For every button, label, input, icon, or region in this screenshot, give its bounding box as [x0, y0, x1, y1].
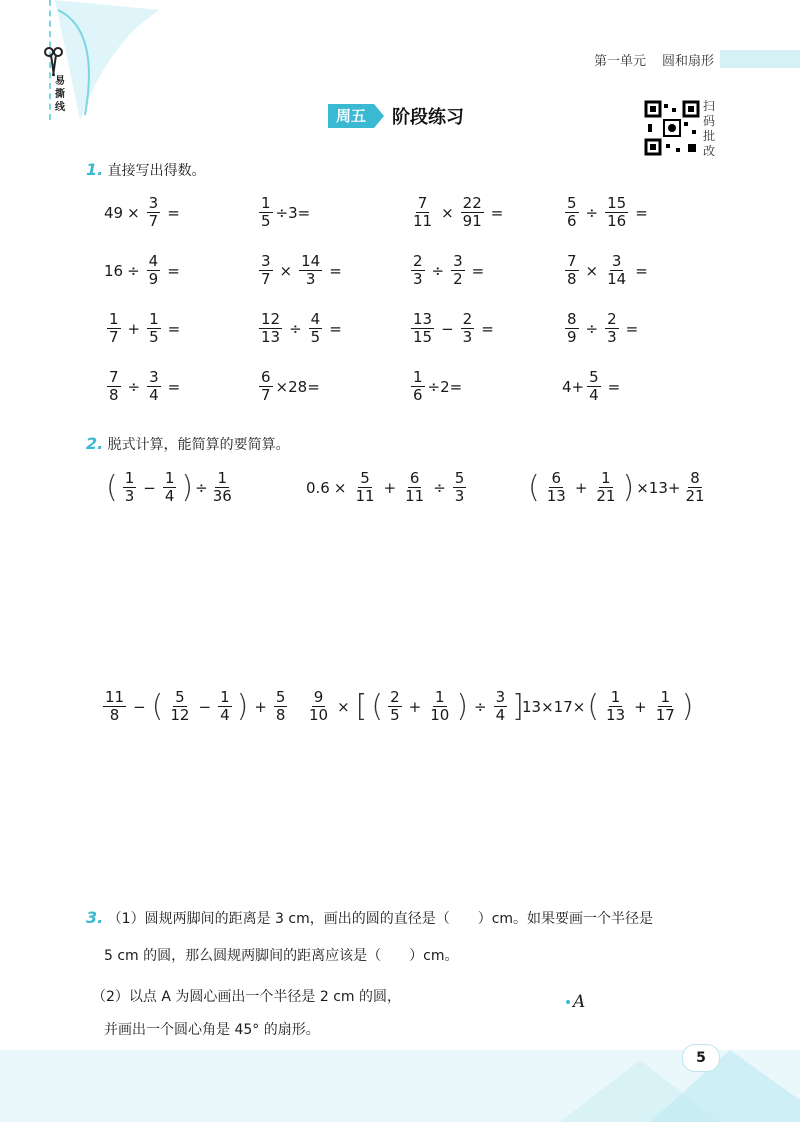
math-token: +: [383, 478, 397, 497]
math-token: 8: [690, 469, 700, 487]
q1-item: [256, 195, 310, 230]
math-token: ): [456, 688, 469, 724]
q1-heading: [86, 160, 206, 180]
math-token: (: [528, 469, 540, 505]
math-token: ]: [512, 688, 524, 724]
math-token: 1: [610, 688, 621, 706]
q1-item: [256, 253, 346, 288]
q1-item: [562, 311, 642, 346]
math-token: 15: [607, 194, 627, 212]
math-token: 3: [607, 328, 617, 346]
page-title: 阶段练习: [392, 107, 464, 128]
math-token: 8: [567, 310, 577, 328]
math-token: 5: [454, 469, 465, 487]
math-token: [299, 253, 322, 288]
math-token: 11: [355, 487, 375, 505]
math-token: 6: [261, 368, 271, 386]
math-token: [218, 689, 232, 724]
math-token: 6: [409, 469, 420, 487]
math-token: 8: [275, 706, 286, 724]
math-token: 13: [261, 328, 281, 346]
math-token: ÷: [127, 261, 140, 280]
math-token: [147, 253, 161, 288]
math-token: 7: [148, 212, 159, 230]
math-token: ): [622, 469, 635, 505]
math-token: [309, 311, 323, 346]
q2-prompt: 脱式计算，能简算的要简算。: [107, 437, 290, 453]
scan-label: 扫码批改: [703, 99, 716, 158]
math-token: 2: [453, 270, 463, 288]
math-token: −: [133, 697, 146, 716]
math-token: ÷: [195, 478, 208, 497]
math-token: 1: [435, 688, 445, 706]
math-token: =: [167, 319, 181, 338]
math-token: 1: [217, 469, 227, 487]
math-token: −: [198, 697, 212, 716]
math-token: [103, 689, 126, 724]
math-token: 8: [109, 706, 120, 724]
math-token: 1: [413, 368, 423, 386]
math-token: 3: [261, 252, 271, 270]
math-token: 13: [413, 310, 433, 328]
math-token: 12: [261, 310, 281, 328]
math-token: [545, 470, 568, 505]
math-token: [605, 195, 628, 230]
math-token: 36: [212, 487, 232, 505]
math-token: 13: [546, 487, 566, 505]
math-token: ÷: [585, 203, 599, 222]
q2-item: [304, 689, 526, 724]
math-token: 5: [275, 688, 286, 706]
math-token: 3: [149, 368, 159, 386]
math-token: 91: [462, 212, 482, 230]
q1-number: 1.: [86, 160, 104, 179]
math-token: [: [355, 688, 368, 724]
math-token: [565, 195, 579, 230]
math-token: =: [471, 261, 485, 280]
math-token: 12: [170, 706, 190, 724]
math-token: 5: [175, 688, 185, 706]
qr-code-icon[interactable]: [644, 100, 700, 156]
q3-number: 3.: [86, 908, 104, 927]
math-token: [683, 470, 706, 505]
math-token: 3: [413, 270, 423, 288]
math-token: 7: [109, 368, 119, 386]
math-token: [594, 470, 617, 505]
math-token: [565, 311, 579, 346]
math-token: 1: [220, 688, 230, 706]
math-token: ÷: [127, 377, 141, 396]
math-token: 7: [567, 252, 577, 270]
math-token: (: [371, 688, 384, 724]
math-token: 7: [261, 270, 271, 288]
math-token: 4: [164, 487, 175, 505]
math-token: 14: [607, 270, 627, 288]
q2-item: [104, 470, 237, 505]
footer-decoration: [560, 1040, 800, 1122]
math-token: 6: [551, 469, 562, 487]
math-token: 4+: [562, 377, 585, 396]
math-token: [274, 689, 288, 724]
math-token: [605, 311, 619, 346]
q1-item: [562, 369, 624, 404]
q2-item: [526, 470, 710, 505]
math-token: 21: [596, 487, 616, 505]
q3-line-2: 5 cm 的圆，那么圆规两脚间的距离应该是（ ）cm。: [104, 948, 459, 964]
math-token: 9: [148, 270, 159, 288]
math-token: [453, 470, 467, 505]
math-token: ×: [279, 261, 293, 280]
unit-label: 第一单元: [594, 54, 647, 69]
math-token: 3: [148, 194, 159, 212]
math-token: 10: [430, 706, 450, 724]
q3-line-1: [86, 908, 653, 928]
math-token: [461, 195, 484, 230]
math-token: =: [635, 203, 648, 222]
math-token: 1: [164, 469, 175, 487]
math-token: ): [236, 688, 249, 724]
math-token: [411, 253, 425, 288]
math-token: 15: [413, 328, 433, 346]
math-token: =: [329, 319, 342, 338]
math-token: 22: [462, 194, 482, 212]
math-token: 1: [261, 194, 271, 212]
math-token: 4: [495, 706, 506, 724]
math-token: 9: [313, 688, 324, 706]
math-token: 3: [462, 328, 473, 346]
math-token: 1: [601, 469, 611, 487]
math-token: 2: [413, 252, 423, 270]
math-token: [147, 195, 161, 230]
math-token: 8: [567, 270, 577, 288]
q2-number: 2.: [86, 434, 104, 453]
math-token: 4: [148, 252, 159, 270]
math-token: [388, 689, 402, 724]
math-token: 10: [309, 706, 329, 724]
math-token: 5: [589, 368, 599, 386]
math-token: 9: [567, 328, 577, 346]
q1-item: [104, 253, 184, 288]
q1-item: [104, 311, 184, 346]
math-token: +: [127, 319, 141, 338]
math-token: ×28=: [275, 377, 320, 396]
math-token: [211, 470, 234, 505]
math-token: =: [490, 203, 504, 222]
q1-item: [104, 195, 184, 230]
math-token: [451, 253, 465, 288]
math-token: 7: [261, 386, 271, 404]
math-token: 4: [310, 310, 321, 328]
math-token: 5: [360, 469, 370, 487]
math-token: 3: [453, 252, 463, 270]
math-token: 14: [301, 252, 321, 270]
math-token: 5: [261, 212, 271, 230]
math-token: 11: [413, 212, 433, 230]
q2-item: [306, 470, 469, 505]
point-a-label: A: [573, 992, 586, 1012]
math-token: [494, 689, 508, 724]
math-token: ÷: [289, 319, 302, 338]
math-token: 1: [109, 310, 119, 328]
math-token: 5: [567, 194, 577, 212]
q1-item: [408, 253, 488, 288]
q1-item: [104, 369, 184, 404]
math-token: [107, 369, 121, 404]
math-token: 5: [310, 328, 321, 346]
math-token: ×: [585, 261, 599, 280]
math-token: =: [167, 261, 180, 280]
math-token: +: [408, 697, 422, 716]
q1-item: [408, 369, 462, 404]
q2-heading: [86, 434, 290, 454]
q1-item: [562, 253, 652, 288]
page-number: 5: [682, 1044, 720, 1072]
math-token: [168, 689, 191, 724]
math-token: =: [167, 377, 181, 396]
q1-item: [562, 195, 652, 230]
math-token: [259, 311, 282, 346]
math-token: [411, 195, 434, 230]
math-token: 16: [104, 261, 124, 280]
math-token: ): [181, 469, 194, 505]
math-token: 3: [611, 252, 622, 270]
math-token: ÷: [585, 319, 599, 338]
math-token: 17: [655, 706, 675, 724]
day-badge: 周五: [328, 104, 374, 128]
math-token: 1: [149, 310, 159, 328]
math-token: [461, 311, 475, 346]
math-token: 49: [104, 203, 124, 222]
q1-item: [256, 311, 346, 346]
math-token: 5: [149, 328, 159, 346]
math-token: 4: [149, 386, 159, 404]
math-token: [259, 253, 273, 288]
q2-item: [522, 689, 696, 724]
math-token: 3: [495, 688, 506, 706]
math-token: [353, 470, 376, 505]
math-token: 11: [405, 487, 425, 505]
q3-line-4: 并画出一个圆心角是 45° 的扇形。: [104, 1022, 320, 1038]
math-token: ÷2=: [427, 377, 463, 396]
math-token: 4: [589, 386, 599, 404]
math-token: 3: [454, 487, 465, 505]
math-token: ×13+: [636, 478, 681, 497]
math-token: =: [481, 319, 494, 338]
math-token: [163, 470, 177, 505]
math-token: 4: [220, 706, 230, 724]
math-token: 6: [413, 386, 423, 404]
math-token: ÷: [431, 261, 445, 280]
math-token: 1: [124, 469, 135, 487]
header-bar: [720, 50, 800, 68]
math-token: 2: [390, 688, 400, 706]
math-token: [411, 369, 425, 404]
math-token: =: [329, 261, 342, 280]
corner-decoration: [0, 0, 170, 130]
math-token: +: [634, 697, 647, 716]
math-token: [259, 369, 273, 404]
math-token: (: [151, 688, 164, 724]
math-token: 6: [567, 212, 577, 230]
scissors-icon: [42, 46, 64, 78]
math-token: （1）圆规两脚间的距离是 3 cm，画出的圆的直径是（ ）cm。如果要画一个半径是: [107, 911, 654, 927]
point-a-dot: [566, 1000, 570, 1004]
math-token: (: [587, 688, 600, 724]
math-token: [587, 369, 601, 404]
math-token: −: [441, 319, 454, 338]
math-token: =: [635, 261, 648, 280]
math-token: 0.6: [306, 478, 330, 497]
topic-label: 圆和扇形: [662, 54, 715, 69]
math-token: ): [681, 688, 694, 724]
math-token: =: [625, 319, 639, 338]
math-token: 3: [305, 270, 316, 288]
math-token: 13×17×: [522, 697, 586, 716]
math-token: 2: [462, 310, 473, 328]
q2-item: [100, 689, 290, 724]
brand-label: 易撕线: [55, 76, 65, 113]
math-token: +: [254, 697, 267, 716]
q3-line-3: （2）以点 A 为圆心画出一个半径是 2 cm 的圆，: [92, 989, 401, 1005]
math-token: ÷: [474, 697, 487, 716]
math-token: 16: [607, 212, 627, 230]
math-token: 5: [390, 706, 400, 724]
math-token: ×: [441, 203, 454, 222]
math-token: ×: [337, 697, 350, 716]
math-token: +: [574, 478, 588, 497]
math-token: 21: [685, 487, 705, 505]
math-token: ×: [333, 478, 347, 497]
q1-item: [256, 369, 320, 404]
math-token: 7: [417, 194, 428, 212]
math-token: 7: [109, 328, 119, 346]
math-token: [411, 311, 434, 346]
math-token: [605, 253, 628, 288]
math-token: [565, 253, 579, 288]
math-token: 11: [105, 688, 125, 706]
math-token: 8: [109, 386, 119, 404]
math-token: [107, 311, 121, 346]
math-token: [307, 689, 330, 724]
math-token: [123, 470, 137, 505]
math-token: 13: [606, 706, 626, 724]
math-token: [654, 689, 677, 724]
math-token: 3: [124, 487, 135, 505]
math-token: 1: [660, 688, 671, 706]
q1-item: [408, 195, 507, 230]
math-token: [147, 311, 161, 346]
q1-item: [408, 311, 498, 346]
math-token: =: [607, 377, 621, 396]
math-token: (: [106, 469, 118, 505]
math-token: [147, 369, 161, 404]
math-token: −: [143, 478, 156, 497]
q1-prompt: 直接写出得数。: [107, 163, 206, 179]
math-token: ÷: [433, 478, 446, 497]
math-token: [428, 689, 451, 724]
math-token: ×: [127, 203, 140, 222]
math-token: ÷3=: [275, 203, 311, 222]
math-token: [604, 689, 627, 724]
math-token: [403, 470, 426, 505]
math-token: [259, 195, 273, 230]
math-token: 2: [607, 310, 617, 328]
math-token: =: [167, 203, 180, 222]
